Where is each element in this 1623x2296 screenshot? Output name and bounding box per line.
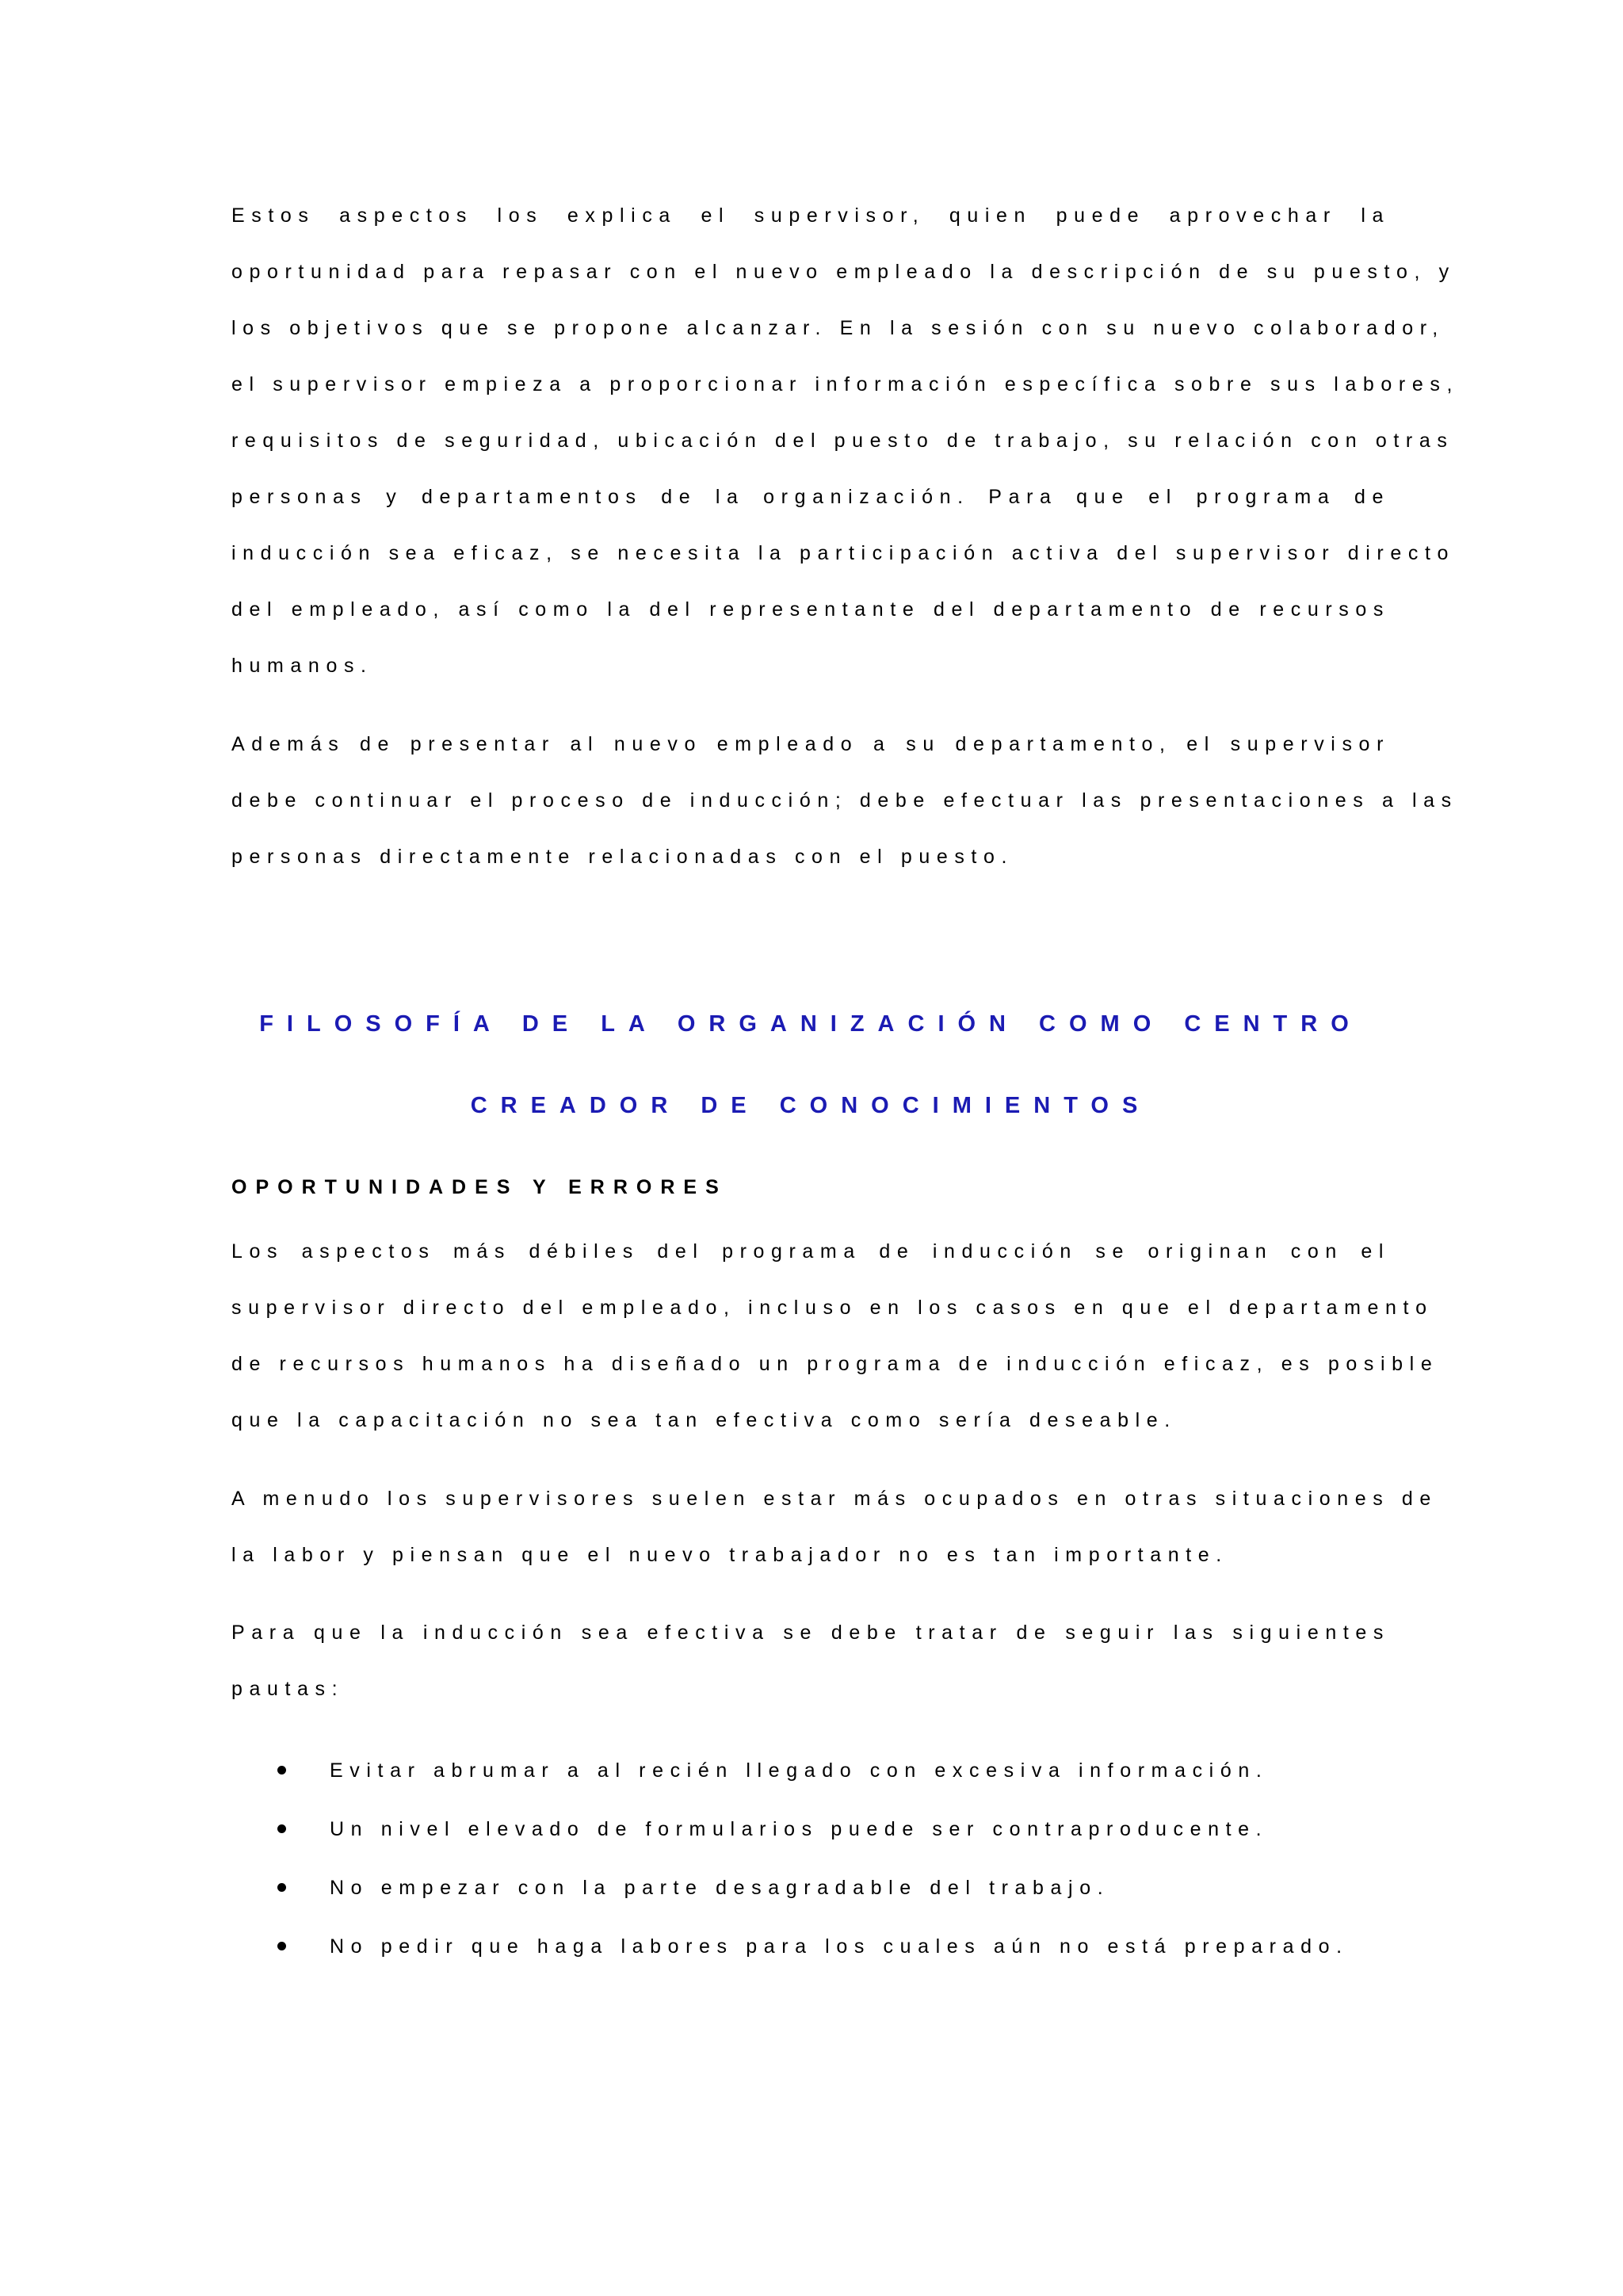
list-item bbox=[277, 1755, 1387, 1786]
text-line: debe continuar el proceso de inducción; debe efectuar las presentaciones a las bbox=[231, 789, 1458, 812]
text-line: Estos aspectos los explica el supervisor, quien puede aprovechar la bbox=[231, 204, 1390, 227]
text-line: que la capacitación no sea tan efectiva como sería deseable. bbox=[231, 1409, 1177, 1431]
text-line: del empleado, así como la del representante del departamento de recursos bbox=[231, 598, 1390, 621]
section-title-line-1: FILOSOFÍA DE LA ORGANIZACIÓN COMO CENTRO bbox=[259, 1011, 1362, 1037]
text-line: de recursos humanos ha diseñado un programa de inducción eficaz, es posible bbox=[231, 1353, 1439, 1375]
text-line: requisitos de seguridad, ubicación del puesto de trabajo, su relación con otras bbox=[231, 430, 1454, 452]
text-line: los objetivos que se propone alcanzar. En la sesión con su nuevo colaborador, bbox=[231, 317, 1445, 339]
text-line: la labor y piensan que el nuevo trabajador no es tan importante. bbox=[231, 1544, 1228, 1566]
text-line: Los aspectos más débiles del programa de inducción se originan con el bbox=[231, 1240, 1390, 1263]
list-item bbox=[277, 1931, 1387, 1962]
paragraph-guidelines-intro bbox=[231, 1617, 1390, 1712]
text-line: A menudo los supervisores suelen estar más ocupados en otras situaciones de bbox=[231, 1488, 1438, 1510]
paragraph-intro bbox=[231, 200, 1460, 691]
list-item-text: Un nivel elevado de formularios puede ser contraproducente. bbox=[330, 1818, 1269, 1840]
paragraph-presentation bbox=[231, 728, 1458, 887]
bullet-icon bbox=[277, 1766, 286, 1775]
text-line: el supervisor empieza a proporcionar información específica sobre sus labores, bbox=[231, 373, 1460, 395]
paragraph-weaknesses bbox=[231, 1236, 1439, 1442]
text-line: Además de presentar al nuevo empleado a su departamento, el supervisor bbox=[231, 733, 1390, 755]
text-line: humanos. bbox=[231, 655, 373, 677]
subsection-title: OPORTUNIDADES Y ERRORES bbox=[231, 1176, 727, 1198]
list-item-text: No pedir que haga labores para los cuales aún no está preparado. bbox=[330, 1935, 1349, 1958]
text-line: personas directamente relacionadas con el puesto. bbox=[231, 846, 1014, 868]
text-line: inducción sea eficaz, se necesita la participación activa del supervisor directo bbox=[231, 542, 1456, 564]
bullet-icon bbox=[277, 1942, 286, 1950]
list-item bbox=[277, 1872, 1387, 1904]
list-item-text: Evitar abrumar a al recién llegado con excesiva información. bbox=[330, 1759, 1269, 1782]
list-item bbox=[277, 1813, 1387, 1845]
bullet-icon bbox=[277, 1824, 286, 1833]
bullet-icon bbox=[277, 1883, 286, 1892]
text-line: personas y departamentos de la organización. Para que el programa de bbox=[231, 486, 1390, 508]
text-line: oportunidad para repasar con el nuevo empleado la descripción de su puesto, y bbox=[231, 261, 1456, 283]
text-line: Para que la inducción sea efectiva se debe tratar de seguir las siguientes bbox=[231, 1622, 1390, 1644]
paragraph-supervisors bbox=[231, 1483, 1438, 1578]
list-item-text: No empezar con la parte desagradable del trabajo. bbox=[330, 1877, 1110, 1899]
text-line: pautas: bbox=[231, 1678, 345, 1700]
text-line: supervisor directo del empleado, incluso en los casos en que el departamento bbox=[231, 1297, 1434, 1319]
section-title-line-2: CREADOR DE CONOCIMIENTOS bbox=[470, 1093, 1151, 1118]
